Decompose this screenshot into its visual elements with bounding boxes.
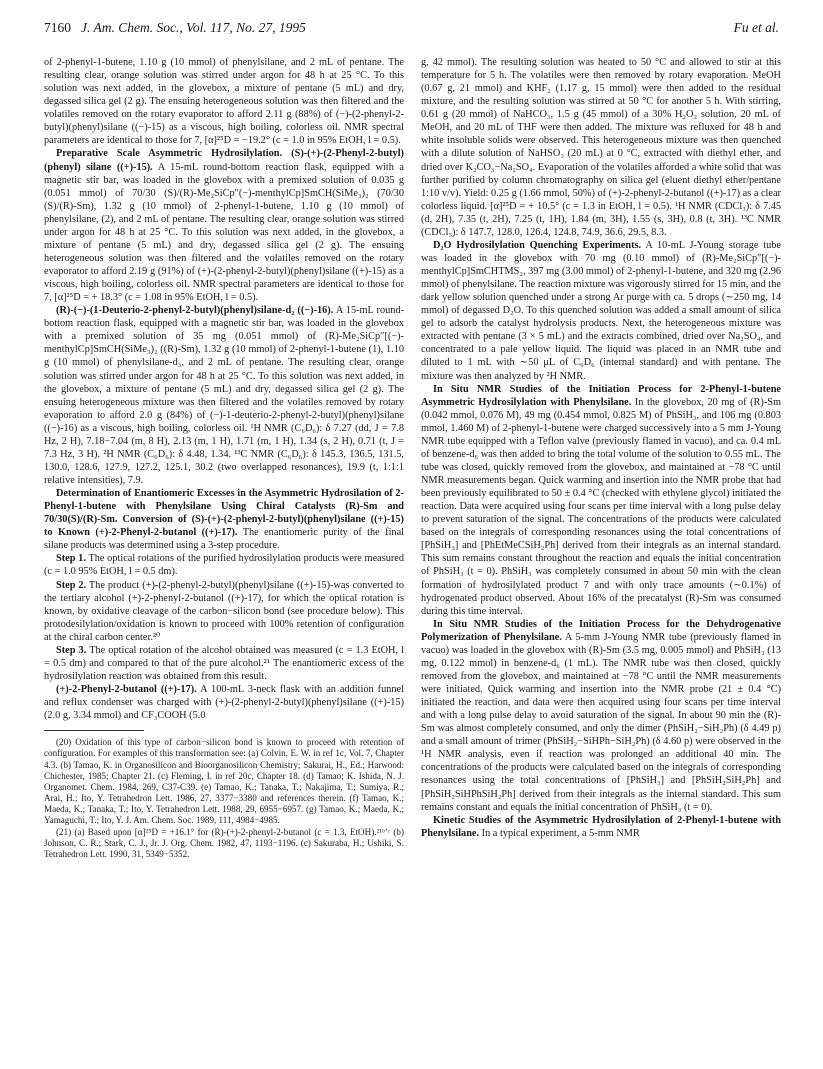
paragraph-text: g, 42 mmol). The resulting solution was heated to 50 °C and allowed to stir at this temperature for 5 h. The volatiles were then removed by rotary evaporation. MeOH (0.67 g, 21 mmol) and KHF₂ (1.17 g, 15 mmol) were then added to the residual mixture, and the resulting solution was stirred at 50 °C for another 5 h. With stirring, 0.61 g (20 mmol) of NaHCO₃, 1.5 g (45 mmol) of a 30% H₂O₂ solution, 20 mL of MeOH, and 20 mL of THF were then added. The mixture was refluxed for 48 h and white insoluble solids were observed. This heterogeneous mixture was then quenched with a dilute solution of NaHSO₃ (20 mL) at 0 °C, extracted with diethyl ether, and dried over K₂CO₃−Na₂SO₄. Evaporation of the volatiles afforded a white solid that was further purified by column chromatography on silica gel (eluent diethyl ether/pentane 1:10 v/v). Yield: 0.25 g (1.66 mmol, 50%) of (+)-2-phenyl-2-butanol ((+)-17) as a clear colorless liquid. [α]²⁵D = + 10.5° (c = 1.3 in EtOH, l = 0.5). ¹H NMR (CDCl₃): δ 7.45 (d, 2H), 7.35 (t, 2H), 7.25 (t, 1H), 1.84 (m, 3H), 1.55 (s, 3H), 0.8 (t, 3H). ¹³C NMR (CDCl₃): δ 147.7, 128.0, 126.4, 124.8, 74.9, 36.6, 29.5, 8.3. bbox=[421, 57, 781, 238]
running-header bbox=[44, 20, 779, 44]
paragraph bbox=[44, 56, 404, 147]
paragraph-text: The enantiomeric purity of the final silane products was determined using a 3-step procedure. bbox=[44, 527, 405, 552]
paragraph bbox=[421, 383, 781, 618]
footnote: (20) Oxidation of this type of carbon−silicon bond is known to proceed with retention of configuration. For examples of this transformation see: (a) Colvin, E. W. in ref 1c, Vol. 7, Chapter 4.3. (b) Tamao, K. in Organosilicon and Bioorganosilicon Chemistry; Sakurai, H., Ed.; Harwood: Chichester, 1985; Chapter 21. (c) Fleming, I. in ref 20c, Chapter 18. (d) Tamao; K. Ishida, N. J. Organomet. Chem. 1984, 269, C37-C39. (e) Tamao, K.; Tanaka, T.; Nakajima, T.; Sumiya, R.; Arai, H.; Ito, Y. Tetrahedron Lett. 1986, 27, 3377−3380 and references therein. (f) Tamao, K.; Maeda, K.; Tanaka, T.; Ito, Y. Tetrahedron Lett. 1988, 29, 6955−6957. (g) Tamao, K.; Maeda, K.; Yamaguchi, T.; Ito, Y. J. Am. Chem. Soc. 1989, 111, 4984−4985. bbox=[44, 737, 404, 826]
paragraph bbox=[44, 304, 404, 487]
paragraph bbox=[44, 683, 404, 722]
paragraph-text: A 10-mL J-Young storage tube was loaded in the glovebox with 70 mg (0.10 mmol) of (R)-Me₂SiCp″[(−)-menthylCp]SmCHTMS₂, 397 mg (3.00 mmol) of 2-phenyl-1-butene, and 320 mg (2.96 mmol) of phenylsilane. The reaction mixture was vigorously stirred for 15 min, and the dark yellow solution quenched under a strong Ar purge with ca. 5 drops (∼250 mg, 14 mmol) of degassed D₂O. To this quenched solution was added a small amount of silica gel to adsorb the catalyst hydrolysis products. Next, the heterogeneous mixture was extracted with pentane (3 × 5 mL) and the extracts combined, dried over Na₂SO₄, and concentrated to a pale yellow liquid. The liquid was placed in an NMR tube and diluted to 1 mL with ∼50 μL of C₆D₆ (internal standard) and with pentane. The mixture was then analyzed by ²H NMR. bbox=[421, 239, 781, 382]
paragraph-text: The optical rotations of the purified hydrosilylation products were measured (c = 1.0 95% EtOH, l = 0.5 dm). bbox=[44, 553, 405, 578]
paragraph bbox=[44, 579, 404, 644]
paragraph-heading: In Situ NMR Studies of the Initiation Process for 2-Phenyl-1-butene Asymmetric Hydrosilylation with Phenylsilane. bbox=[421, 383, 781, 408]
paragraph bbox=[44, 552, 404, 578]
paragraph-text: A 15-mL round-bottom reaction flask, equipped with a magnetic stir bar, was loaded in the glovebox with a premixed solution of 35 mg (0.051 mmol) of (R)-Me₂SiCp″[(−)-menthylCp]SmCH(SiMe₃)₂ ((R)-Sm), 1.32 g (10 mmol) of 2-phenyl-1-butene (1), 1.10 g (10 mmol) of phenylsilane-d₃, and 2 mL of pentane. The resulting clear, orange solution was stirred under argon for 48 h at 25 °C. To this solution was next added, in the glovebox, a mixture of pentane (5 mL) and dry, degassed silica gel (2 g). The ensuing heterogeneous mixture was then filtered and the volatiles removed by rotary evaporation to afford 2.0 g (84%) of (−)-1-deuterio-2-phenyl-2-butyl)(phenyl)silane ((−)-16) as a viscous, high boiling, colorless oil. ¹H NMR (C₆D₆): δ 7.27 (dd, J = 7.8 Hz, 2 H), 7.18−7.04 (m, 8 H), 2.13 (m, 1 H), 1.71 (m, 1 H), 1.34 (s, 2 H), 0.71 (t, J = 7.3 Hz, 3 H). ²H NMR (C₆D₆): δ 4.48, 1.34. ¹³C NMR (C₆D₆): δ 145.3, 136.5, 131.5, 130.0, 128.6, 127.9, 127.2, 125.1, 30.2 (two overlapped resonances), 19.9 (t, 1:1:1 relative intensities), 7.9. bbox=[44, 305, 404, 486]
paragraph-text: In a typical experiment, a 5-mm NMR bbox=[481, 827, 640, 839]
paragraph-heading: Kinetic Studies of the Asymmetric Hydrosilylation of 2-Phenyl-1-butene with Phenylsilane. bbox=[421, 814, 781, 839]
paragraph-text: A 100-mL 3-neck flask with an addition funnel and reflux condenser was charged with (+)-(2-phenyl-2-butyl)(phenyl)silane ((+)-15) (2.0 g, 3.34 mmol) and CF₃COOH (5.0 bbox=[44, 684, 404, 722]
paragraph-text: In the glovebox, 20 mg of (R)-Sm (0.042 mmol, 0.076 M), 49 mg (0.454 mmol, 0.825 M) of PhSiH₃, and 106 mg (0.803 mmol, 1.460 M) of 2-phenyl-1-butene were charged successively into a 5 mm J-Young NMR tube equipped with a Teflon valve (previously flamed in vacuo), and ca. 0.4 mL of benzene-d₆ was then added to bring the total volume of the solution to 0.55 mL. The tube was closed, quickly removed from the glovebox, and maintained at −78 °C until NMR measurements began. Quick warming and insertion into the NMR probe that had been previously equilibrated to 50 ± 0.4 °C (checked with ethylene glycol) initiated the reaction. Data were acquired using four scans per time interval with a long pulse delay to prevent saturation of the signal. The concentrations of the products were calculated based on the integrals of corresponding resonances using the total concentrations of [PhSiH₃] and [PhEtMeCSiH₂Ph] derived from their integrals as an internal standard. This sum remains constant throughout the reaction and equals the initial concentration of PhSiH₃ (t = 0). PhSiH₃ was completely consumed in about 50 min with the clean formation of hydrosilylated product 7 and with only trace amounts (∼0.1%) of hydrogenated product observed. About 16% of the precatalyst (R)-Sm was consumed during this time interval. bbox=[421, 396, 781, 617]
paragraph bbox=[421, 814, 781, 840]
paragraph-heading: Step 2. bbox=[56, 579, 87, 591]
paragraph-heading: Step 3. bbox=[56, 644, 87, 656]
paragraph bbox=[421, 618, 781, 814]
paragraph-text: The product (+)-(2-phenyl-2-butyl)(phenyl)silane ((+)-15)-was converted to the tertiary alcohol (+)-2-phenyl-2-butanol ((+)-17), for which the optical rotation is known, by oxidative cleavage of the carbon−silicon bond (see procedure below). This protodesilylation/oxidation is known to proceed with 100% retention of configuration at the chiral carbon center.²⁰ bbox=[44, 579, 404, 643]
page-number: 7160 bbox=[44, 20, 71, 35]
paragraph-text: of 2-phenyl-1-butene, 1.10 g (10 mmol) of phenylsilane, and 2 mL of pentane. The resulting clear, orange solution was stirred under argon for 48 h at 25 °C. To this solution was next added, in the glovebox, a mixture of pentane (5 mL) and dry, degassed silica gel (2 g). The ensuing heterogeneous solution was then filtered and the volatiles removed on the rotary evaporator to afford 2.11 g (88%) of (−)-(2-phenyl-2-butyl)(phenyl)silane ((−)-15) as a viscous, high boiling, colorless oil. NMR spectral parameters are identical to those for 7, [α]²⁵D = −19.2° (c = 1.0 in 95% EtOH, l = 0.5). bbox=[44, 57, 404, 147]
right-column bbox=[421, 56, 781, 1061]
paragraph bbox=[44, 644, 404, 683]
paragraph bbox=[421, 239, 781, 383]
header-authors: Fu et al. bbox=[733, 20, 779, 35]
paragraph bbox=[421, 56, 781, 239]
footnote: (21) (a) Based upon [α]²⁵D = +16.1° for (R)-(+)-2-phenyl-2-butanol (c = 1.3, EtOH).²¹ᵇʼᶜ (b) Johnson, C. R.; Stark, C. J., Jr. J. Org. Chem. 1982, 47, 1193−1196. (c) Sakuraba, H.; Ushiki, S. Tetrahedron Lett. 1990, 31, 5349−5352. bbox=[44, 826, 404, 859]
paragraph-heading: D₂O Hydrosilylation Quenching Experiments. bbox=[433, 239, 642, 251]
footnotes bbox=[44, 737, 404, 860]
paragraph-heading: In Situ NMR Studies of the Initiation Process for the Dehydrogenative Polymerization of Phenylsilane. bbox=[421, 618, 781, 643]
journal-citation: J. Am. Chem. Soc., Vol. 117, No. 27, 1995 bbox=[81, 20, 306, 35]
paragraph-text: The optical rotation of the alcohol obtained was measured (c = 1.3 EtOH, l = 0.5 dm) and compared to that of the pure alcohol.²¹ The enantiomeric excess of the hydrosilylation reaction was obtained from this result. bbox=[44, 644, 405, 682]
paragraph-text: A 5-mm J-Young NMR tube (previously flamed in vacuo) was loaded in the glovebox with (R)-Sm (3.5 mg, 0.005 mmol) and PhSiH₃ (13 mg, 0.122 mmol) in benzene-d₆ (1 mL). The NMR tube was then closed, quickly removed from the glovebox, and maintained at −78 °C until the NMR measurements were initiated. Quick warming and insertion into the NMR probe (21 ± 0.4 °C) initiated the reaction, and data were then acquired using four scans per time interval and with a long pulse delay to avoid saturation of the signal. In about 90 min the (R)-Sm was almost completely consumed, and only the dimer (PhSiH₂−SiH₂Ph) (δ 4.49 p) and a small amount of trimer (PhSiH₂−SiHPh−SiH₂Ph) (δ 4.60 p) were observed in the ¹H NMR analysis, even if reaction was prolonged an additional 40 min. The concentrations of the products were calculated based on the integrals of corresponding resonances using the total concentrations of [PhSiH₃] and [PhSiH₂SiH₂Ph] and [PhSiH₂SiHPhSiH₂Ph] derived from their integrals as the internal standard. This sum remains constant and equals the initial concentration of PhSiH₃ (t = 0). bbox=[421, 631, 781, 813]
paragraph-text: A 15-mL round-bottom reaction flask, equipped with a magnetic stir bar, was loaded in the glovebox with a premixed solution of 0.035 g (0.051 mmol) of 70/30 (S)/(R)-Me₂SiCp″(−)-menthylCp]SmCH(SiMe₃)₂ (70/30 (S)/(R)-Sm), 1.32 g (10 mmol) of 2-phenyl-1-butene, 1.10 g (10 mmol) of phenylsilane, (2), and 2 mL of pentane. The resulting clear, orange solution was stirred under argon for 48 h at 25 °C. To this solution was next added, in the glovebox, a mixture of pentane (5 mL) and dry, degassed silica gel (2 g). The ensuing heterogeneous solution was then filtered and the volatiles removed on the rotary evaporator to afford 2.19 g (91%) of (+)-(2-phenyl-2-butyl)(phenyl)silane ((+)-15) as a viscous, high boiling, colorless oil. NMR spectral parameters are identical to those for 7, [α]²⁵D = + 18.3° (c = 1.08 in 95% EtOH, l = 0.5). bbox=[44, 161, 404, 304]
paragraph-heading: (+)-2-Phenyl-2-butanol ((+)-17). bbox=[56, 684, 197, 695]
footnote-divider bbox=[44, 730, 144, 731]
left-column bbox=[44, 56, 404, 1056]
paragraph-heading: Step 1. bbox=[56, 553, 86, 565]
paragraph-heading: (R)-(−)-(1-Deuterio-2-phenyl-2-butyl)(phenyl)silane-d₂ ((−)-16). bbox=[56, 305, 334, 317]
paragraph-heading: Preparative Scale Asymmetric Hydrosilylation. (S)-(+)-(2-Phenyl-2-butyl)(phenyl) silane ((+)-15). bbox=[44, 148, 404, 173]
header-left bbox=[44, 20, 306, 36]
paragraph bbox=[44, 147, 404, 304]
left-body bbox=[44, 56, 404, 722]
paragraph bbox=[44, 487, 404, 552]
paragraph-heading: Determination of Enantiomeric Excesses in the Asymmetric Hydrosilation of 2-Phenyl-1-butene with Phenylsilane Using Chiral Catalysts (R)-Sm and 70/30(S)/(R)-Sm. Conversion of (S)-(+)-(2-phenyl-2-butyl)(phenyl)silane ((+)-15) to Known (+)-2-Phenyl-2-butanol ((+)-17). bbox=[44, 488, 404, 539]
